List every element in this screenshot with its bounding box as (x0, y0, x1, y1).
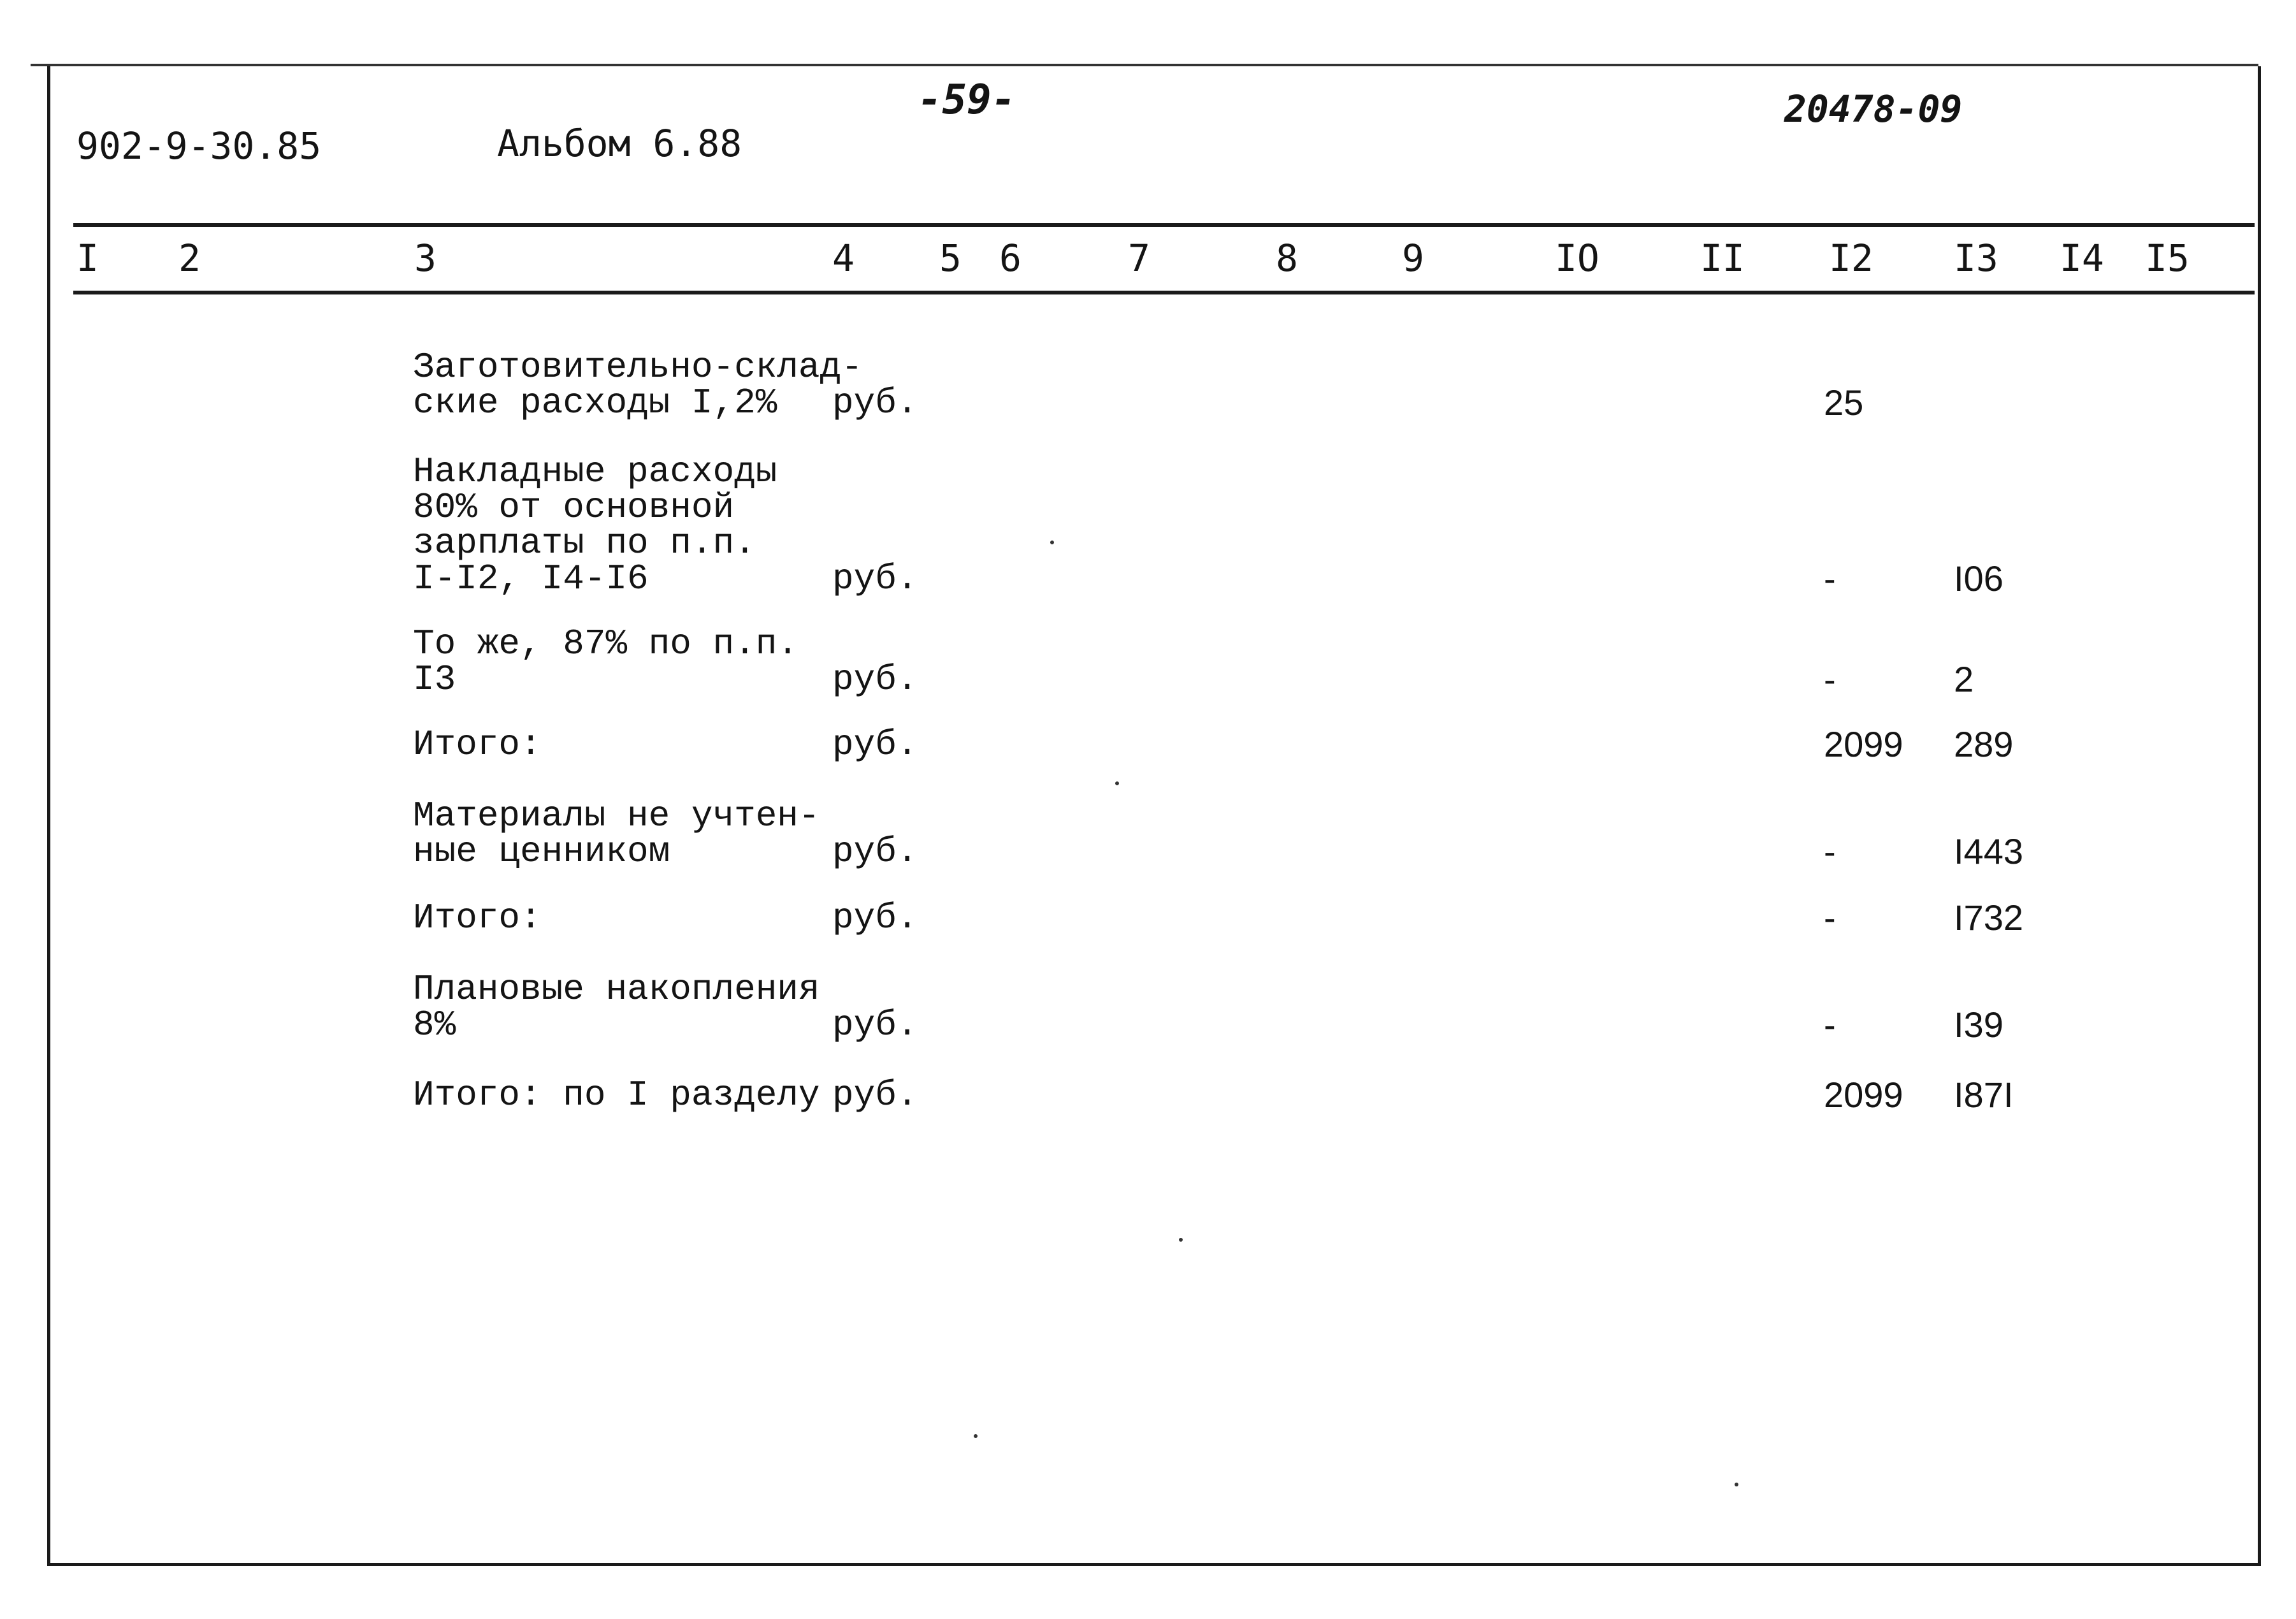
row-unit: руб. (832, 1075, 918, 1115)
column-number: 5 (939, 236, 962, 280)
speck (1179, 1238, 1183, 1242)
column-number: 3 (414, 236, 437, 280)
column-number: I4 (2060, 236, 2104, 280)
row-unit: руб. (832, 897, 918, 938)
page-number: -59- (918, 76, 1016, 124)
row-description: Заготовительно-склад- ские расходы I,2% (413, 347, 863, 423)
column-number: 9 (1402, 236, 1424, 280)
row-unit: руб. (832, 1005, 918, 1045)
row-unit: руб. (832, 382, 918, 423)
row-description: Итого: (413, 724, 542, 765)
row-col13-value: 2 (1954, 659, 1974, 699)
row-col13-value: 289 (1954, 724, 2014, 764)
row-col12-value: - (1824, 831, 1836, 871)
column-number: II (1700, 236, 1745, 280)
header-rule-bottom (73, 291, 2255, 294)
row-description: Накладные расходы 80% от основной зарплаты по п.п. I-I2, I4-I6 (413, 451, 777, 599)
row-unit: руб. (832, 558, 918, 599)
row-col13-value: I87I (1954, 1075, 2014, 1115)
row-col12-value: 2099 (1824, 724, 1903, 764)
row-description: Материалы не учтен- ные ценником (413, 795, 820, 872)
column-number: 7 (1128, 236, 1150, 280)
row-col12-value: - (1824, 897, 1836, 938)
sheet-code: 20478-09 (1784, 87, 1963, 131)
row-unit: руб. (832, 724, 918, 765)
column-number: 6 (999, 236, 1022, 280)
speck (1115, 781, 1119, 785)
speck (1050, 541, 1054, 544)
album-label: Альбом 6.88 (497, 122, 742, 165)
row-description: Итого: (413, 897, 542, 938)
row-col12-value: 2099 (1824, 1075, 1903, 1115)
column-number: I5 (2145, 236, 2190, 280)
row-col13-value: I39 (1954, 1005, 2004, 1045)
speck (974, 1434, 978, 1438)
row-unit: руб. (832, 659, 918, 700)
row-col13-value: I732 (1954, 897, 2023, 938)
row-col13-value: I443 (1954, 831, 2023, 871)
column-number: 2 (178, 236, 201, 280)
row-col12-value: - (1824, 558, 1836, 599)
column-number: I2 (1829, 236, 1874, 280)
speck (1735, 1483, 1738, 1486)
row-description: Плановые накопления 8% (413, 969, 820, 1045)
row-col12-value: - (1824, 1005, 1836, 1045)
row-col12-value: - (1824, 659, 1836, 699)
column-number: I3 (1954, 236, 1998, 280)
header-rule-top (73, 223, 2255, 227)
row-unit: руб. (832, 831, 918, 872)
row-col13-value: I06 (1954, 558, 2004, 599)
row-col12-value: 25 (1824, 382, 1864, 423)
column-number: 8 (1276, 236, 1298, 280)
column-number: 4 (832, 236, 855, 280)
doc-code: 902-9-30.85 (76, 124, 322, 168)
row-description: То же, 87% по п.п. I3 (413, 623, 798, 700)
row-description: Итого: по I разделу (413, 1075, 820, 1115)
column-number: I (76, 236, 99, 280)
column-number: IO (1555, 236, 1599, 280)
